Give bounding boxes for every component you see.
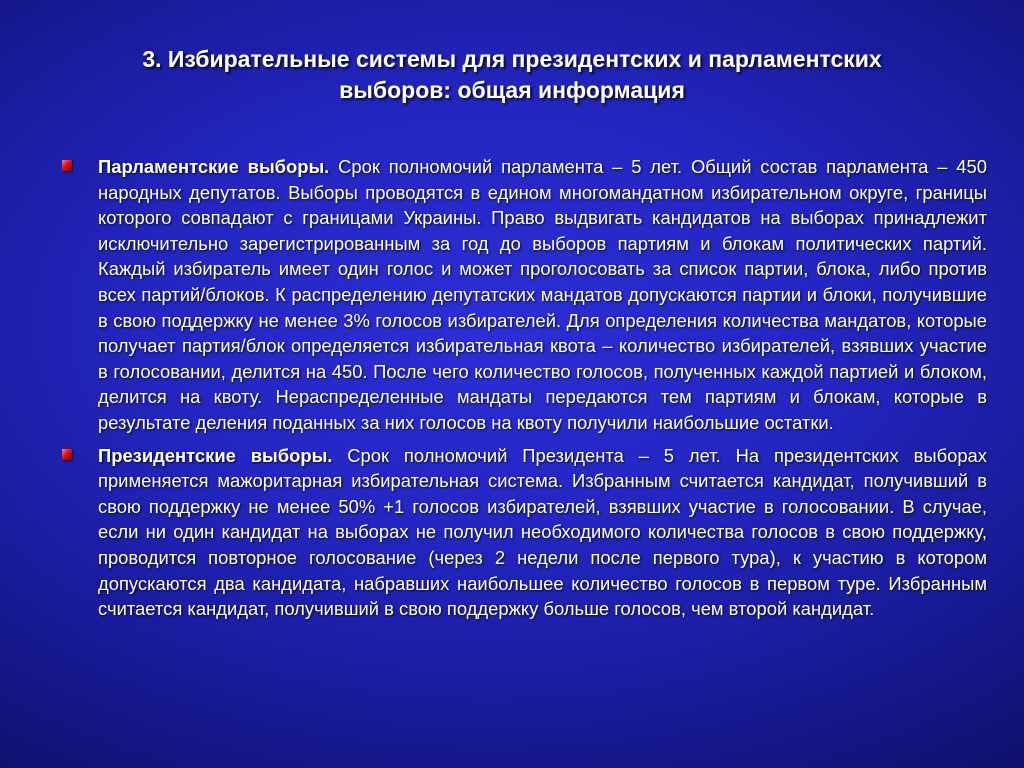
bullet-item-presidential: [62, 443, 987, 622]
bullet-paragraph: [98, 443, 987, 622]
bullet-body: Срок полномочий Президента – 5 лет. На президентских выборах применяется мажоритарная избирательная система. Избранным считается кандидат, получивший в свою поддержку не менее 50% +1 голосов избирателей, взявших участие в голосовании. В случае, если ни один кандидат на выборах не получил необходимого количества голосов в свою поддержку, проводится повторное голосование (через 2 недели после первого тура), к участию в котором допускаются два кандидата, набравших наибольшее количество голосов в первом туре. Избранным считается кандидат, получивший в свою поддержку больше голосов, чем второй кандидат.: [98, 444, 987, 620]
bullet-lead: Парламентские выборы.: [98, 156, 330, 177]
square-bullet-icon: [62, 449, 72, 460]
bullet-list: [62, 154, 987, 629]
bullet-body: Срок полномочий парламента – 5 лет. Общий состав парламента – 450 народных депутатов. Выборы проводятся в едином многомандатном избирательном округе, границы которого совпадают с границами Украины. Право выдвигать кандидатов на выборах принадлежит исключительно зарегистрированным за год до выборов партиям и блокам политических партий. Каждый избиратель имеет один голос и может проголосовать за список партии, блока, либо против всех партий/блоков. К распределению депутатских мандатов допускаются партии и блоки, получившие в свою поддержку не менее 3% голосов избирателей. Для определения количества мандатов, которые получает партия/блок определяется избирательная квота – количество избирателей, взявших участие в голосовании, делится на 450. После чего количество голосов, полученных каждой партией и блоком, делится на квоту. Нераспределенные мандаты передаются тем партиям и блокам, которые в результате деления поданных за них голосов на квоту получили наибольшие остатки.: [98, 156, 987, 433]
square-bullet-icon: [62, 160, 72, 171]
slide-title: [40, 44, 984, 106]
bullet-item-parliamentary: [62, 154, 987, 436]
bullet-paragraph: [98, 154, 987, 436]
bullet-lead: Президентские выборы.: [98, 444, 333, 466]
slide-title-line-1: 3. Избирательные системы для президентских и парламентских: [142, 46, 882, 72]
slide-title-line-2: выборов: общая информация: [339, 77, 685, 103]
